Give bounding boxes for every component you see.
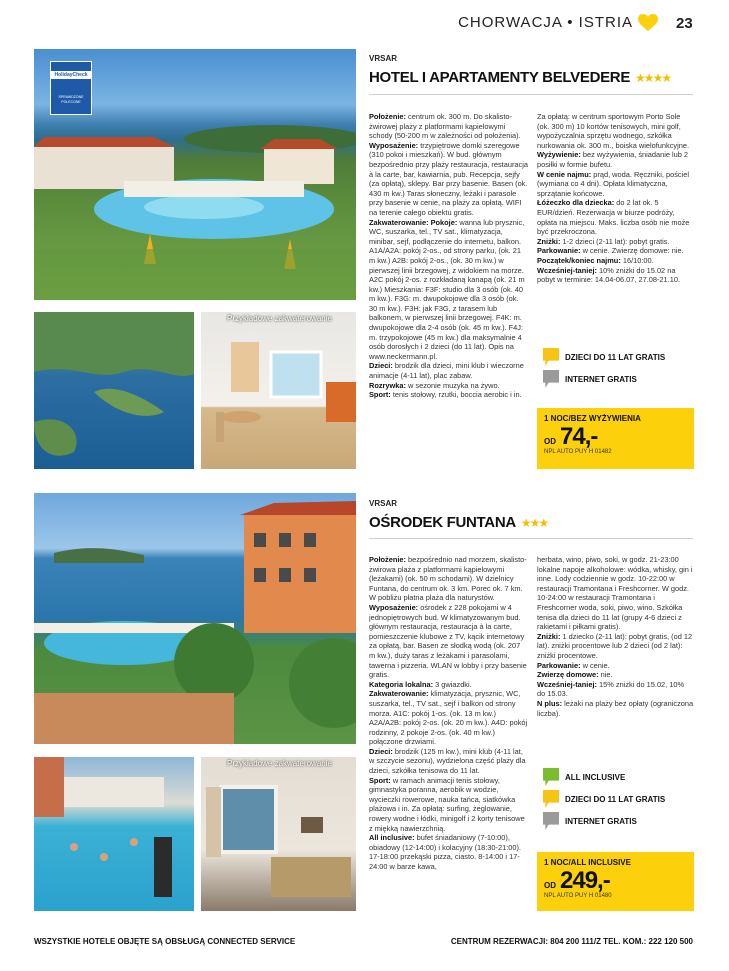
feature-badge-label: INTERNET GRATIS — [565, 374, 637, 384]
hotel2-price-box — [537, 852, 694, 911]
description-paragraph — [369, 555, 528, 603]
pool-illustration — [34, 757, 194, 911]
description-label: Początek/koniec najmu: — [537, 255, 621, 265]
feature-badge — [543, 368, 693, 390]
description-label: Zakwaterowanie: — [369, 689, 429, 699]
description-paragraph — [537, 112, 694, 150]
description-paragraph — [537, 256, 694, 266]
hotel1-price-value: 74,- — [560, 423, 598, 450]
hotel2-catalog-code: NPL AUTO PUY H 01480 — [544, 893, 612, 899]
description-text: prąd, woda. Ręczniki, pościel (wymiana co 4 dni). Opłata klimatyczna, sprzątanie końcowe. — [537, 169, 689, 198]
holidaycheck-badge-line3: POLECONE — [61, 100, 81, 104]
room2-illustration — [201, 757, 356, 911]
description-label: Zakwaterowanie: Pokoje: — [369, 217, 458, 227]
description-text: brodzik dla dzieci, mini klub i wieczorne animacje (4-11 lat), plac zabaw. — [369, 361, 524, 381]
description-label: W cenie najmu: — [537, 169, 592, 179]
description-text: do 2 lat ok. 5 EUR/dzień. Rezerwacja w biurze podróży, opłata na miejscu. Maks. liczba osób nie może być przekroczona. — [537, 198, 690, 237]
hotel1-catalog-code: NPL AUTO PUY H 01482 — [544, 449, 612, 455]
holidaycheck-badge-line2: SPRAWDZONE — [58, 95, 84, 99]
description-paragraph — [369, 689, 528, 747]
feature-badge-label: DZIECI DO 11 LAT GRATIS — [565, 794, 666, 804]
description-text: w cenie. — [580, 660, 610, 670]
description-text: w sezonie muzyka na żywo. — [405, 380, 500, 390]
feature-badge — [543, 788, 693, 810]
feature-badge-label: INTERNET GRATIS — [565, 816, 637, 826]
description-paragraph — [537, 670, 694, 680]
description-label: Położenie: — [369, 555, 406, 564]
description-paragraph — [369, 361, 528, 380]
description-label: Parkowanie: — [537, 660, 581, 670]
hotel1-price-od: OD — [544, 437, 556, 446]
description-label: Zwierzę domowe: — [537, 670, 599, 680]
feature-badge-label: ALL INCLUSIVE — [565, 772, 626, 782]
description-label: Rozrywka: — [369, 380, 406, 390]
description-text: bezpośrednio nad morzem, skalisto-żwirowa plaża z platformami kąpielowymi (leżakami) (ok. 50 m schodami). W dzielnicy Funtana, do centrum ok. 3 km. Porec ok. 7 km. W pobliżu płatna plaża dla naturystów. — [369, 555, 527, 603]
speech-bubble-icon — [543, 812, 559, 830]
description-paragraph — [369, 218, 528, 362]
description-paragraph — [369, 833, 528, 871]
hotel1-room-photo — [201, 312, 356, 469]
description-paragraph — [537, 246, 694, 256]
description-text: tenis stołowy, rzutki, boccia aerobic i in. — [390, 390, 522, 400]
hotel1-title: HOTEL I APARTAMENTY BELVEDERE — [369, 69, 631, 86]
hotel1-heading — [369, 69, 670, 86]
description-text: brodzik (125 m kw.), mini klub (4-11 lat, w szczycie sezonu), wydzielona część plaży dla dzieci, szkółka tenisowa do 11 lat. — [369, 746, 526, 776]
speech-bubble-icon — [543, 790, 559, 808]
coast-illustration — [34, 312, 194, 469]
description-label: Wcześniej-taniej: — [537, 679, 597, 689]
description-paragraph — [369, 112, 528, 141]
speech-bubble-icon — [543, 768, 559, 786]
description-label: N plus: — [537, 698, 563, 708]
hotel2-divider — [369, 538, 693, 539]
description-label: Położenie: — [369, 112, 406, 121]
description-text: 1 dziecko (2-11 lat): pobyt gratis, (od 12 lat). zniżki procentowe lub 2 dzieci (od 2 lat): zniżki procentowe. — [537, 631, 693, 660]
hotel2-pool-photo — [34, 757, 194, 911]
description-text: Za opłatą: w centrum sportowym Porto Sole (ok. 300 m) 10 kortów tenisowych, mini golf, wypożyczalnia sprzętu wodnego, szkółka nurkowania ok. 300 m., boiska wielofunkcyjne. — [537, 112, 689, 150]
description-label: Wyżywienie: — [537, 150, 581, 160]
speech-bubble-icon — [543, 370, 559, 388]
description-paragraph — [369, 680, 528, 690]
holidaycheck-badge — [50, 61, 92, 115]
description-paragraph — [537, 699, 694, 718]
hotel2-price-value: 249,- — [560, 867, 610, 894]
description-label: Parkowanie: — [537, 246, 581, 256]
speech-bubble-icon — [543, 348, 559, 366]
hotel1-description-col1 — [369, 112, 528, 472]
description-label: Wyposażenie: — [369, 602, 419, 612]
description-text: wanna lub prysznic, WC, suszarka, tel., TV sat., klimatyzacja, minibar, sejf, podłączenie do internetu, balkon. A1A/A2A: pokój 2-os., od strony parku, (ok. 21 m kw.) A2B: pokój 2-os., (ok. 30 m kw.) w pierwszej linii brzegowej, z widokiem na morze. A2C pokój 2-os. z rozkładaną kanapą (ok. 21 m kw.) Mieszkania: F3F: studio dla 3 osób (ok. 40 m kw.). F3G: m. dwupokojowe dla 3 osób (ok. 30 m kw.). F3H: jak F3G, z tarasem lub balkonem, w pierwszej linii brzegowej. F4K: m. dwupokojowe dla 2-4 osób (ok. 45 m kw.). F4J: m. trzypokojowe (45 m kw.) dla maksymalnie 4 osób dorosłych i 2 dzieci (do 11 lat). Opis na www.neckermann.pl. — [369, 217, 525, 361]
hotel2-room-photo — [201, 757, 356, 911]
description-paragraph — [537, 198, 694, 236]
description-paragraph — [537, 680, 694, 699]
hotel1-aerial-photo — [34, 312, 194, 469]
hotel2-photo-tag: Przykładowe zakwaterowanie — [227, 759, 332, 768]
description-text: nie. — [598, 670, 613, 680]
description-label: All inclusive: — [369, 833, 415, 843]
hotel1-photo-tag: Przykładowe zakwaterowanie — [227, 314, 332, 323]
description-text: 15% zniżki do 15.02, 10% do 15.03. — [537, 679, 685, 699]
description-text: trzypiętrowe domki szeregowe (310 pokoi i mieszkań). W bud. głównym bezpośrednio przy plaży restauracja, restauracja à la carte, bar, kawiarnia, pub. Recepcja, sejfy (za opłatą), sklepy. Bar przy basenie. Basen (ok. 430 m kw.) Taras słoneczny, leżaki i parasole przy basenie w cenie, na plaży za opłatą. WIFI na terenie całego obiektu gratis. — [369, 140, 528, 217]
description-label: Zniżki: — [537, 236, 561, 246]
description-paragraph — [537, 555, 694, 632]
description-paragraph — [537, 237, 694, 247]
hotel2-price-row — [537, 867, 694, 893]
description-paragraph — [537, 632, 694, 661]
description-text: 3 gwiazdki. — [433, 679, 472, 689]
description-text: klimatyzacja, prysznic, WC, suszarka, tel., TV sat., sejf i balkon od strony morza. A1C: pokój 1-os. (ok. 13 m kw.) A2A/A2B: pokój 2-os. (ok. 20 m kw.). A4D: pokój rodzinny, 2 pokoje 2-os. (ok. 40 m kw.) połączone drzwiami. — [369, 689, 528, 747]
page-number: 23 — [676, 15, 693, 32]
feature-badge-label: DZIECI DO 11 LAT GRATIS — [565, 352, 666, 362]
description-text: bez wyżywienia, śniadanie lub 2 posiłki w formie bufetu. — [537, 150, 689, 169]
description-paragraph — [369, 747, 528, 776]
hotel1-main-photo — [34, 49, 356, 300]
hotel1-price-box — [537, 408, 694, 469]
funtana-illustration — [34, 493, 356, 744]
description-text: 10% zniżki do 15.02 na pobyt w terminie: 14.04-06.07, 27.08-21.10. — [537, 265, 680, 285]
hotel1-divider — [369, 94, 693, 95]
feature-badge — [543, 766, 693, 788]
hotel2-town: VRSAR — [369, 499, 398, 508]
hotel2-title: OŚRODEK FUNTANA — [369, 514, 516, 531]
hotel1-price-label: 1 NOC/BEZ WYŻYWIENIA — [544, 414, 641, 423]
description-paragraph — [537, 266, 694, 285]
description-text: leżaki na plaży bez opłaty (ograniczona liczba). — [537, 698, 694, 718]
description-text: 16/10:00. — [620, 255, 654, 265]
hotel2-description-col1 — [369, 555, 528, 915]
description-paragraph — [537, 170, 694, 199]
hotel1-description-col2 — [537, 112, 694, 340]
hotel1-price-row — [537, 423, 694, 449]
description-paragraph — [369, 390, 528, 400]
description-paragraph — [369, 141, 528, 218]
hotel2-price-od: OD — [544, 881, 556, 890]
hotel2-feature-icons — [543, 766, 693, 832]
description-label: Zniżki: — [537, 631, 561, 641]
description-label: Łóżeczko dla dziecka: — [537, 198, 615, 208]
description-label: Wcześniej-taniej: — [537, 265, 597, 275]
description-label: Sport: — [369, 390, 391, 400]
hotel2-description-col2 — [537, 555, 694, 755]
hotel2-heading — [369, 514, 547, 531]
description-label: Kategoria lokalna: — [369, 679, 434, 689]
hotel1-town: VRSAR — [369, 54, 398, 63]
holidaycheck-badge-line1: HolidayCheck — [51, 71, 91, 79]
feature-badge — [543, 346, 693, 368]
room-illustration — [201, 312, 356, 469]
description-text: centrum ok. 300 m. Do skalisto-żwirowej plaży z platformami kąpielowymi schody (50-200 m w zależności od położenia). — [369, 112, 521, 141]
description-text: herbata, wino, piwo, soki, w godz. 21-23:00 lokalne napoje alkoholowe: wódka, whisky, gin i inne. Lody codziennie w godz. 10-22:00 w restauracji Tramontana i Freshcorner. W godz. 10-24:00 w restauracji Tramontana i Freshcorner woda, soki, piwo, wino. Szkółka tenisa dla dzieci do 11 lat (grupy 4-6 dzieci z rakietami i piłkami gratis). — [537, 555, 693, 632]
description-paragraph — [369, 603, 528, 680]
hotel1-feature-icons — [543, 346, 693, 390]
hotel2-stars-icon: ★★★ — [520, 515, 548, 530]
page-header-country: CHORWACJA • ISTRIA — [458, 14, 633, 31]
description-label: Dzieci: — [369, 746, 393, 756]
feature-badge — [543, 810, 693, 832]
description-paragraph — [537, 661, 694, 671]
description-paragraph — [369, 381, 528, 391]
description-text: bufet śniadaniowy (7-10:00), obiadowy (12-14:00) i kolacyjny (18:30-21:00). 17-18:00 przekąski pizza, ciasto. 8-14:00 i 17-24:00 w barze kawa, — [369, 833, 522, 871]
description-label: Wyposażenie: — [369, 140, 419, 150]
heart-logo-icon — [638, 14, 658, 32]
footer-right: CENTRUM REZERWACJI: 804 200 111/Z TEL. KOM.: 222 120 500 — [450, 937, 693, 946]
description-text: w ramach animacji tenis stołowy, gimnastyka poranna, aerobik w wodzie, wycieczki rowerowe, nauka tańca, siatkówka plażowa i in. Za opłatą: surfing, żeglowanie, rowery wodne i łódki, minigolf i 2 korty tenisowe z miękką nawierzchnią. — [369, 775, 525, 833]
hotel2-price-label: 1 NOC/ALL INCLUSIVE — [544, 858, 631, 867]
description-paragraph — [369, 776, 528, 834]
description-paragraph — [537, 150, 694, 169]
hotel2-main-photo — [34, 493, 356, 744]
description-text: ośrodek z 228 pokojami w 4 jednopiętrowych bud. W klimatyzowanym bud. głównym restauracja, restauracja à la carte, pomieszczenie klubowe z TV, kącik internetowy za opłatą, bar. Basen ze słodką wodą (ok. 207 m kw.), duży taras z leżakami i parasolami, tawerna i pizzeria. WLAN w lobby i przy basenie gratis. — [369, 602, 527, 680]
description-text: w cenie. Zwierzę domowe: nie. — [580, 246, 684, 256]
description-label: Dzieci: — [369, 361, 393, 371]
description-text: 1-2 dzieci (2-11 lat): pobyt gratis. — [560, 236, 670, 246]
hotel1-stars-icon: ★★★★ — [635, 70, 671, 85]
description-label: Sport: — [369, 775, 391, 785]
footer-left: WSZYSTKIE HOTELE OBJĘTE SĄ OBSŁUGĄ CONNECTED SERVICE — [34, 937, 296, 946]
